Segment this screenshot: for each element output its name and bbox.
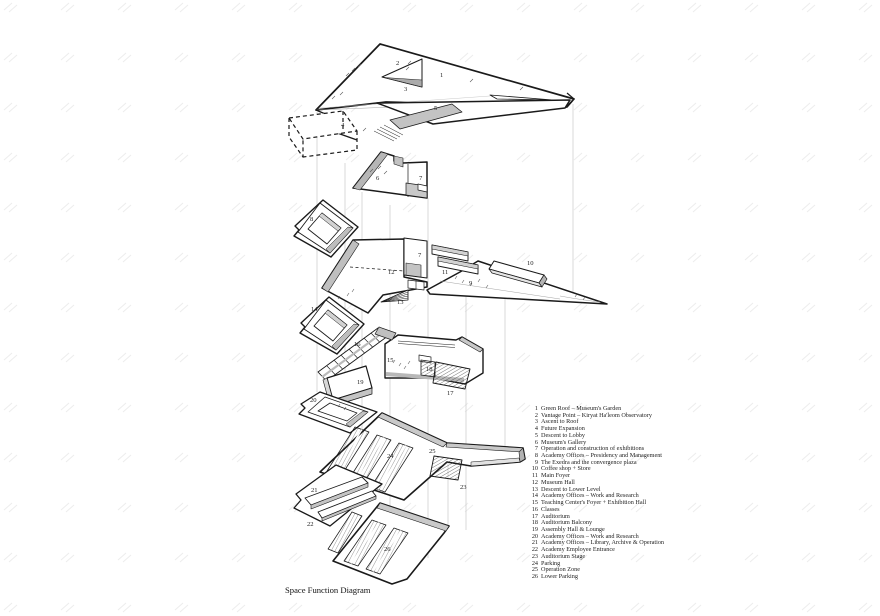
diagram-number-label: 24: [387, 453, 394, 460]
legend-item-number: 6: [534, 438, 538, 446]
diagram-number-label: 1: [440, 72, 444, 79]
legend-item: [500, 574, 800, 581]
diagram-number-label: 5: [434, 105, 438, 112]
diagram-number-label: 15: [387, 357, 394, 364]
legend-item-number: 19: [531, 525, 538, 533]
legend-item-number: 3: [534, 418, 538, 426]
legend-item-number: 17: [531, 512, 538, 520]
legend-item-label: Main Foyer: [541, 472, 571, 480]
legend-item-label: Museum's Gallery: [541, 438, 587, 446]
legend-item-number: 22: [531, 546, 538, 554]
diagram-number-label: 7: [418, 252, 422, 259]
legend-item-number: 11: [532, 472, 538, 480]
legend-item-label: Auditorium: [541, 512, 570, 520]
legend-item-label: Operation and construction of exhibitions: [541, 445, 645, 453]
diagram-number-label: 2: [396, 60, 400, 67]
diagram-number-label: 19: [357, 379, 364, 386]
legend-item-number: 4: [534, 425, 538, 433]
diagram-number-label: 7: [419, 175, 423, 182]
diagram-number-label: 10: [527, 260, 534, 267]
legend-item-label: Classes: [541, 505, 560, 513]
legend-item-label: Parking: [541, 559, 561, 567]
legend-item-number: 15: [531, 499, 538, 507]
diagram-number-label: 6: [376, 175, 380, 182]
diagram-number-label: 23: [460, 484, 467, 491]
legend-item-label: Future Expansion: [541, 425, 585, 433]
legend-item-number: 9: [534, 458, 538, 466]
legend-item-number: 5: [534, 431, 538, 439]
legend-item-label: Coffee shop + Store: [541, 465, 591, 473]
legend-item-label: Academy Employee Entrance: [541, 546, 615, 554]
legend-item-number: 25: [531, 566, 538, 574]
diagram-number-label: 12: [388, 269, 395, 276]
legend-item-label: Auditorium Balcony: [541, 519, 593, 527]
legend-item-label: Assembly Hall & Lounge: [541, 525, 605, 533]
legend-item-number: 20: [531, 532, 538, 540]
legend-item-number: 24: [531, 559, 538, 567]
diagram-number-label: 25: [429, 448, 436, 455]
legend-item-number: 26: [531, 572, 538, 580]
diagram-caption: Space Function Diagram: [285, 585, 371, 595]
legend-item-label: Teaching Center's Foyer + Exhibition Hall: [541, 499, 647, 507]
diagram-number-label: 22: [307, 521, 314, 528]
legend-item-label: Academy Offices – Work and Research: [541, 492, 639, 500]
diagram-number-label: 18: [426, 366, 433, 373]
legend-item-number: 12: [531, 478, 538, 486]
diagram-number-label: 17: [447, 390, 454, 397]
legend-item-number: 7: [534, 445, 538, 453]
diagram-number-label: 8: [310, 216, 314, 223]
diagram-number-label: 13: [397, 299, 404, 306]
legend-item-number: 1: [534, 405, 538, 412]
legend-item-label: Vantage Point – Kiryat Ha'leom Observatory: [541, 411, 652, 419]
legend-item-number: 16: [531, 505, 538, 513]
legend-item-label: Descent to Lobby: [541, 431, 585, 439]
diagram-number-label: 9: [469, 280, 473, 287]
legend-item-label: Descent to Lower Level: [541, 485, 601, 493]
legend-item-number: 10: [531, 465, 538, 473]
legend-item-label: Auditorium Stage: [541, 552, 586, 560]
diagram-number-label: 3: [404, 86, 408, 93]
legend-item-label: The Exedra and the convergence plaza: [541, 458, 637, 466]
diagram-number-label: 26: [384, 546, 391, 553]
diagram-number-label: 14: [311, 306, 318, 313]
diagram-number-label: 16: [354, 341, 361, 348]
legend-item-number: 14: [531, 492, 538, 500]
legend-item-number: 23: [531, 552, 538, 560]
legend-item-number: 8: [534, 452, 538, 460]
legend-item-label: Operation Zone: [541, 566, 581, 574]
legend-item-label: Green Roof – Museum's Garden: [541, 405, 622, 412]
diagram-number-label: 21: [311, 487, 318, 494]
legend-item-number: 21: [531, 539, 538, 547]
diagram-number-label: 4: [341, 122, 345, 129]
diagram-number-label: 20: [310, 397, 317, 404]
diagram-number-label: 11: [442, 269, 449, 276]
legend-item-label: Museum Hall: [541, 478, 575, 486]
legend-item-label: Lower Parking: [541, 572, 578, 580]
legend-item-label: Academy Offices – Presidency and Management: [541, 452, 663, 460]
legend-item-number: 13: [531, 485, 538, 493]
legend-item-label: Academy Offices – Work and Research: [541, 532, 639, 540]
legend-item-label: Academy Offices – Library, Archive & Operation: [541, 539, 665, 547]
legend-item-label: Ascent to Roof: [541, 418, 579, 426]
legend-item-number: 18: [531, 519, 538, 527]
legend-item-number: 2: [534, 411, 538, 419]
legend: [500, 406, 800, 581]
